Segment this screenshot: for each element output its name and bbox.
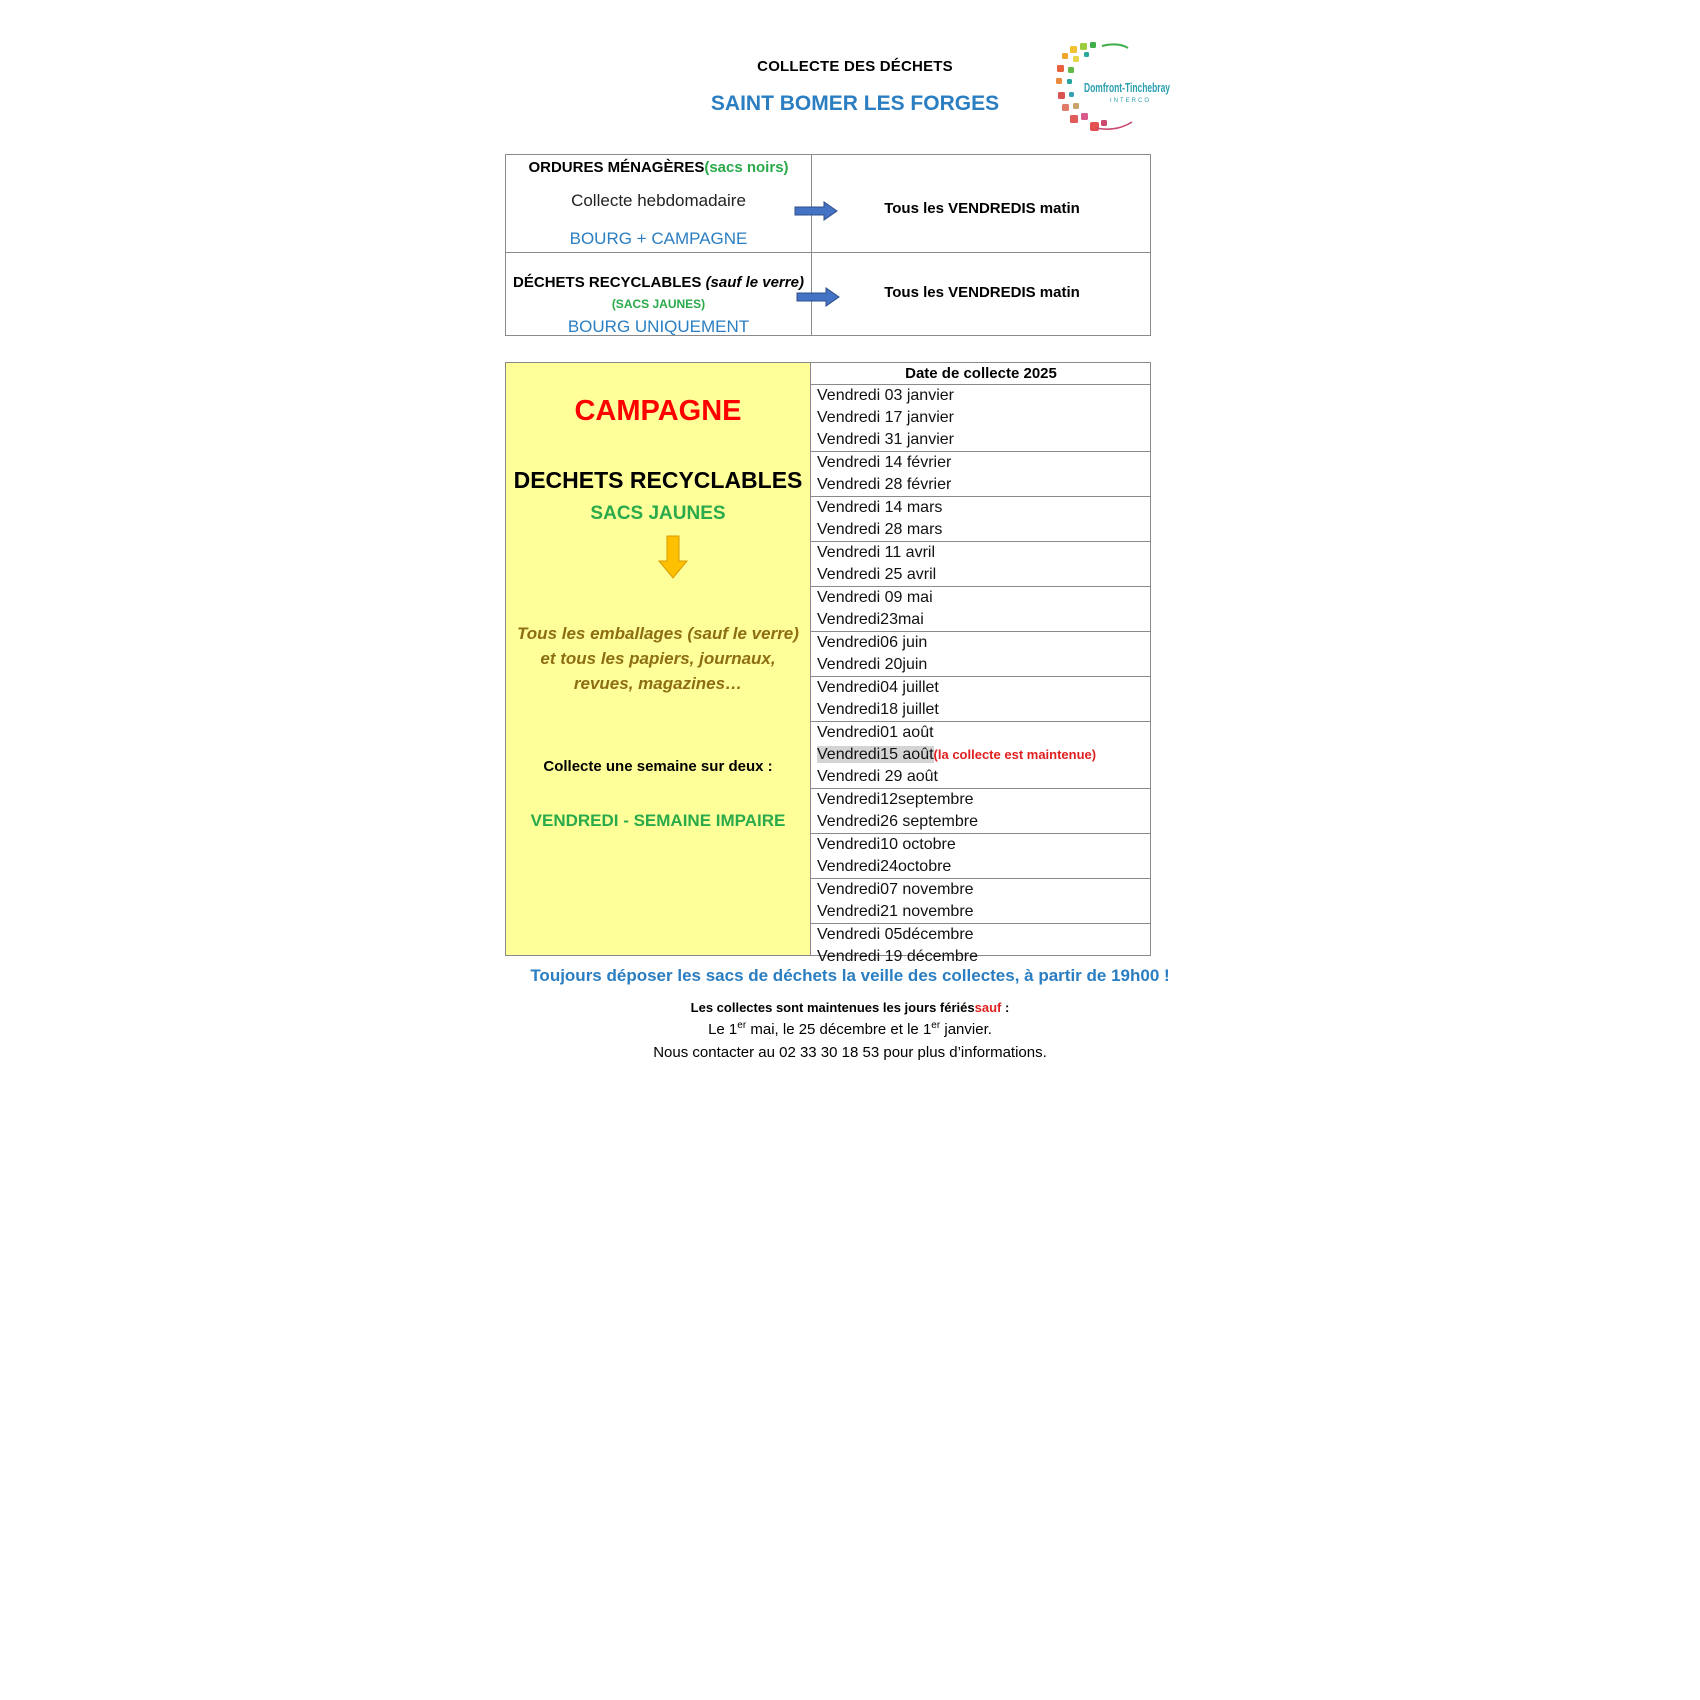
month-group-decembre (811, 924, 1151, 968)
ordures-area: BOURG + CAMPAGNE (569, 229, 748, 248)
month-group-octobre (811, 834, 1151, 879)
date-row: Vendredi 28 février (817, 476, 952, 493)
campagne-collection-table (505, 362, 1151, 965)
date-row: Vendredi10 octobre (817, 836, 956, 853)
ordures-bag-note: (sacs noirs) (704, 159, 789, 176)
holiday-exceptions (480, 1020, 1220, 1038)
campagne-description: Tous les emballages (sauf le verre) et tous les papiers, journaux, revues, magazines… (517, 624, 799, 693)
holidays-note (480, 1000, 1220, 1015)
domfront-tinchebray-logo (1040, 40, 1170, 140)
down-arrow-icon (658, 535, 688, 579)
weekly-collection-table (505, 154, 1151, 336)
holidays-text: Les collectes sont maintenues les jours fériés (690, 1000, 975, 1015)
date-row: Vendredi 17 janvier (817, 409, 954, 426)
date-row: Vendredi 14 février (817, 454, 952, 471)
month-group-fevrier (811, 452, 1151, 497)
date-row: Vendredi21 novembre (817, 903, 974, 920)
date-row: Vendredi01 août (817, 724, 934, 741)
month-group-mai (811, 587, 1151, 632)
date-row: Vendredi 25 avril (817, 566, 937, 583)
date-row: Vendredi 20juin (817, 656, 928, 673)
month-group-avril (811, 542, 1151, 587)
date-row: Vendredi 05décembre (817, 926, 974, 943)
holiday-note: (la collecte est maintenue) (933, 747, 1097, 762)
date-row: Vendredi18 juillet (817, 701, 939, 718)
recyclables-bag-type: (SACS JAUNES) (611, 297, 706, 311)
recyclables-note: (sauf le verre) (705, 274, 804, 291)
month-group-mars (811, 497, 1151, 542)
exception-sup: er (931, 1020, 941, 1031)
recyclables-label: DÉCHETS RECYCLABLES (513, 274, 706, 291)
recyclables-area: BOURG UNIQUEMENT (567, 317, 750, 336)
month-group-septembre (811, 789, 1151, 834)
month-group-aout (811, 722, 1151, 789)
dates-header: Date de collecte 2025 (811, 363, 1151, 385)
ordures-title (506, 159, 811, 176)
date-row: Vendredi 09 mai (817, 589, 933, 606)
campagne-category: DECHETS RECYCLABLES (513, 467, 803, 493)
contact-line: Nous contacter au 02 33 30 18 53 pour plus d’informations. (653, 1044, 1047, 1061)
campagne-day: VENDREDI - SEMAINE IMPAIRE (530, 811, 786, 830)
ordures-schedule: Tous les VENDREDIS matin (884, 200, 1080, 217)
date-row: Vendredi 31 janvier (817, 431, 954, 448)
collection-dates-column (811, 363, 1151, 968)
date-row: Vendredi06 juin (817, 634, 928, 651)
date-row: Vendredi24octobre (817, 858, 952, 875)
exception-sup: er (737, 1020, 747, 1031)
campagne-heading: CAMPAGNE (574, 395, 742, 427)
document-title: COLLECTE DES DÉCHETS (757, 58, 953, 75)
date-row: Vendredi12septembre (817, 791, 974, 808)
date-row: Vendredi 14 mars (817, 499, 943, 516)
date-row-holiday (811, 744, 1151, 766)
ordures-label: ORDURES MÉNAGÈRES (528, 159, 705, 176)
holidays-exception-word: sauf (974, 1000, 1002, 1015)
table-divider (506, 252, 1150, 253)
campagne-info-panel (506, 363, 811, 955)
month-group-novembre (811, 879, 1151, 924)
date-row: Vendredi23mai (817, 611, 924, 628)
exception-text: mai, le 25 décembre et le 1 (746, 1021, 932, 1038)
month-group-juin (811, 632, 1151, 677)
commune-name: SAINT BOMER LES FORGES (710, 92, 1000, 115)
deposit-reminder: Toujours déposer les sacs de déchets la veille des collectes, à partir de 19h00 ! (530, 966, 1170, 985)
campagne-frequency: Collecte une semaine sur deux : (543, 758, 773, 775)
logo-subtext: INTERCO (1110, 98, 1151, 104)
campagne-bag-type: SACS JAUNES (590, 503, 726, 524)
date-row: Vendredi26 septembre (817, 813, 978, 830)
recyclables-title (506, 274, 811, 291)
exception-text: Le 1 (708, 1021, 738, 1038)
date-row: Vendredi 29 août (817, 768, 938, 785)
month-group-janvier (811, 385, 1151, 452)
date-row: Vendredi 19 décembre (817, 948, 978, 965)
date-row: Vendredi 28 mars (817, 521, 943, 538)
date-row: Vendredi 03 janvier (817, 387, 954, 404)
logo-name: Domfront-Tinchebray (1084, 80, 1171, 95)
date-row: Vendredi04 juillet (817, 679, 939, 696)
exception-text: janvier. (940, 1021, 992, 1038)
date-row: Vendredi 11 avril (817, 544, 935, 561)
table-divider (811, 155, 812, 335)
ordures-frequency: Collecte hebdomadaire (571, 191, 746, 210)
holiday-date: Vendredi15 août (817, 746, 934, 763)
date-row: Vendredi07 novembre (817, 881, 974, 898)
recyclables-schedule: Tous les VENDREDIS matin (884, 284, 1080, 301)
month-group-juillet (811, 677, 1151, 722)
holidays-colon: : (1001, 1000, 1010, 1015)
